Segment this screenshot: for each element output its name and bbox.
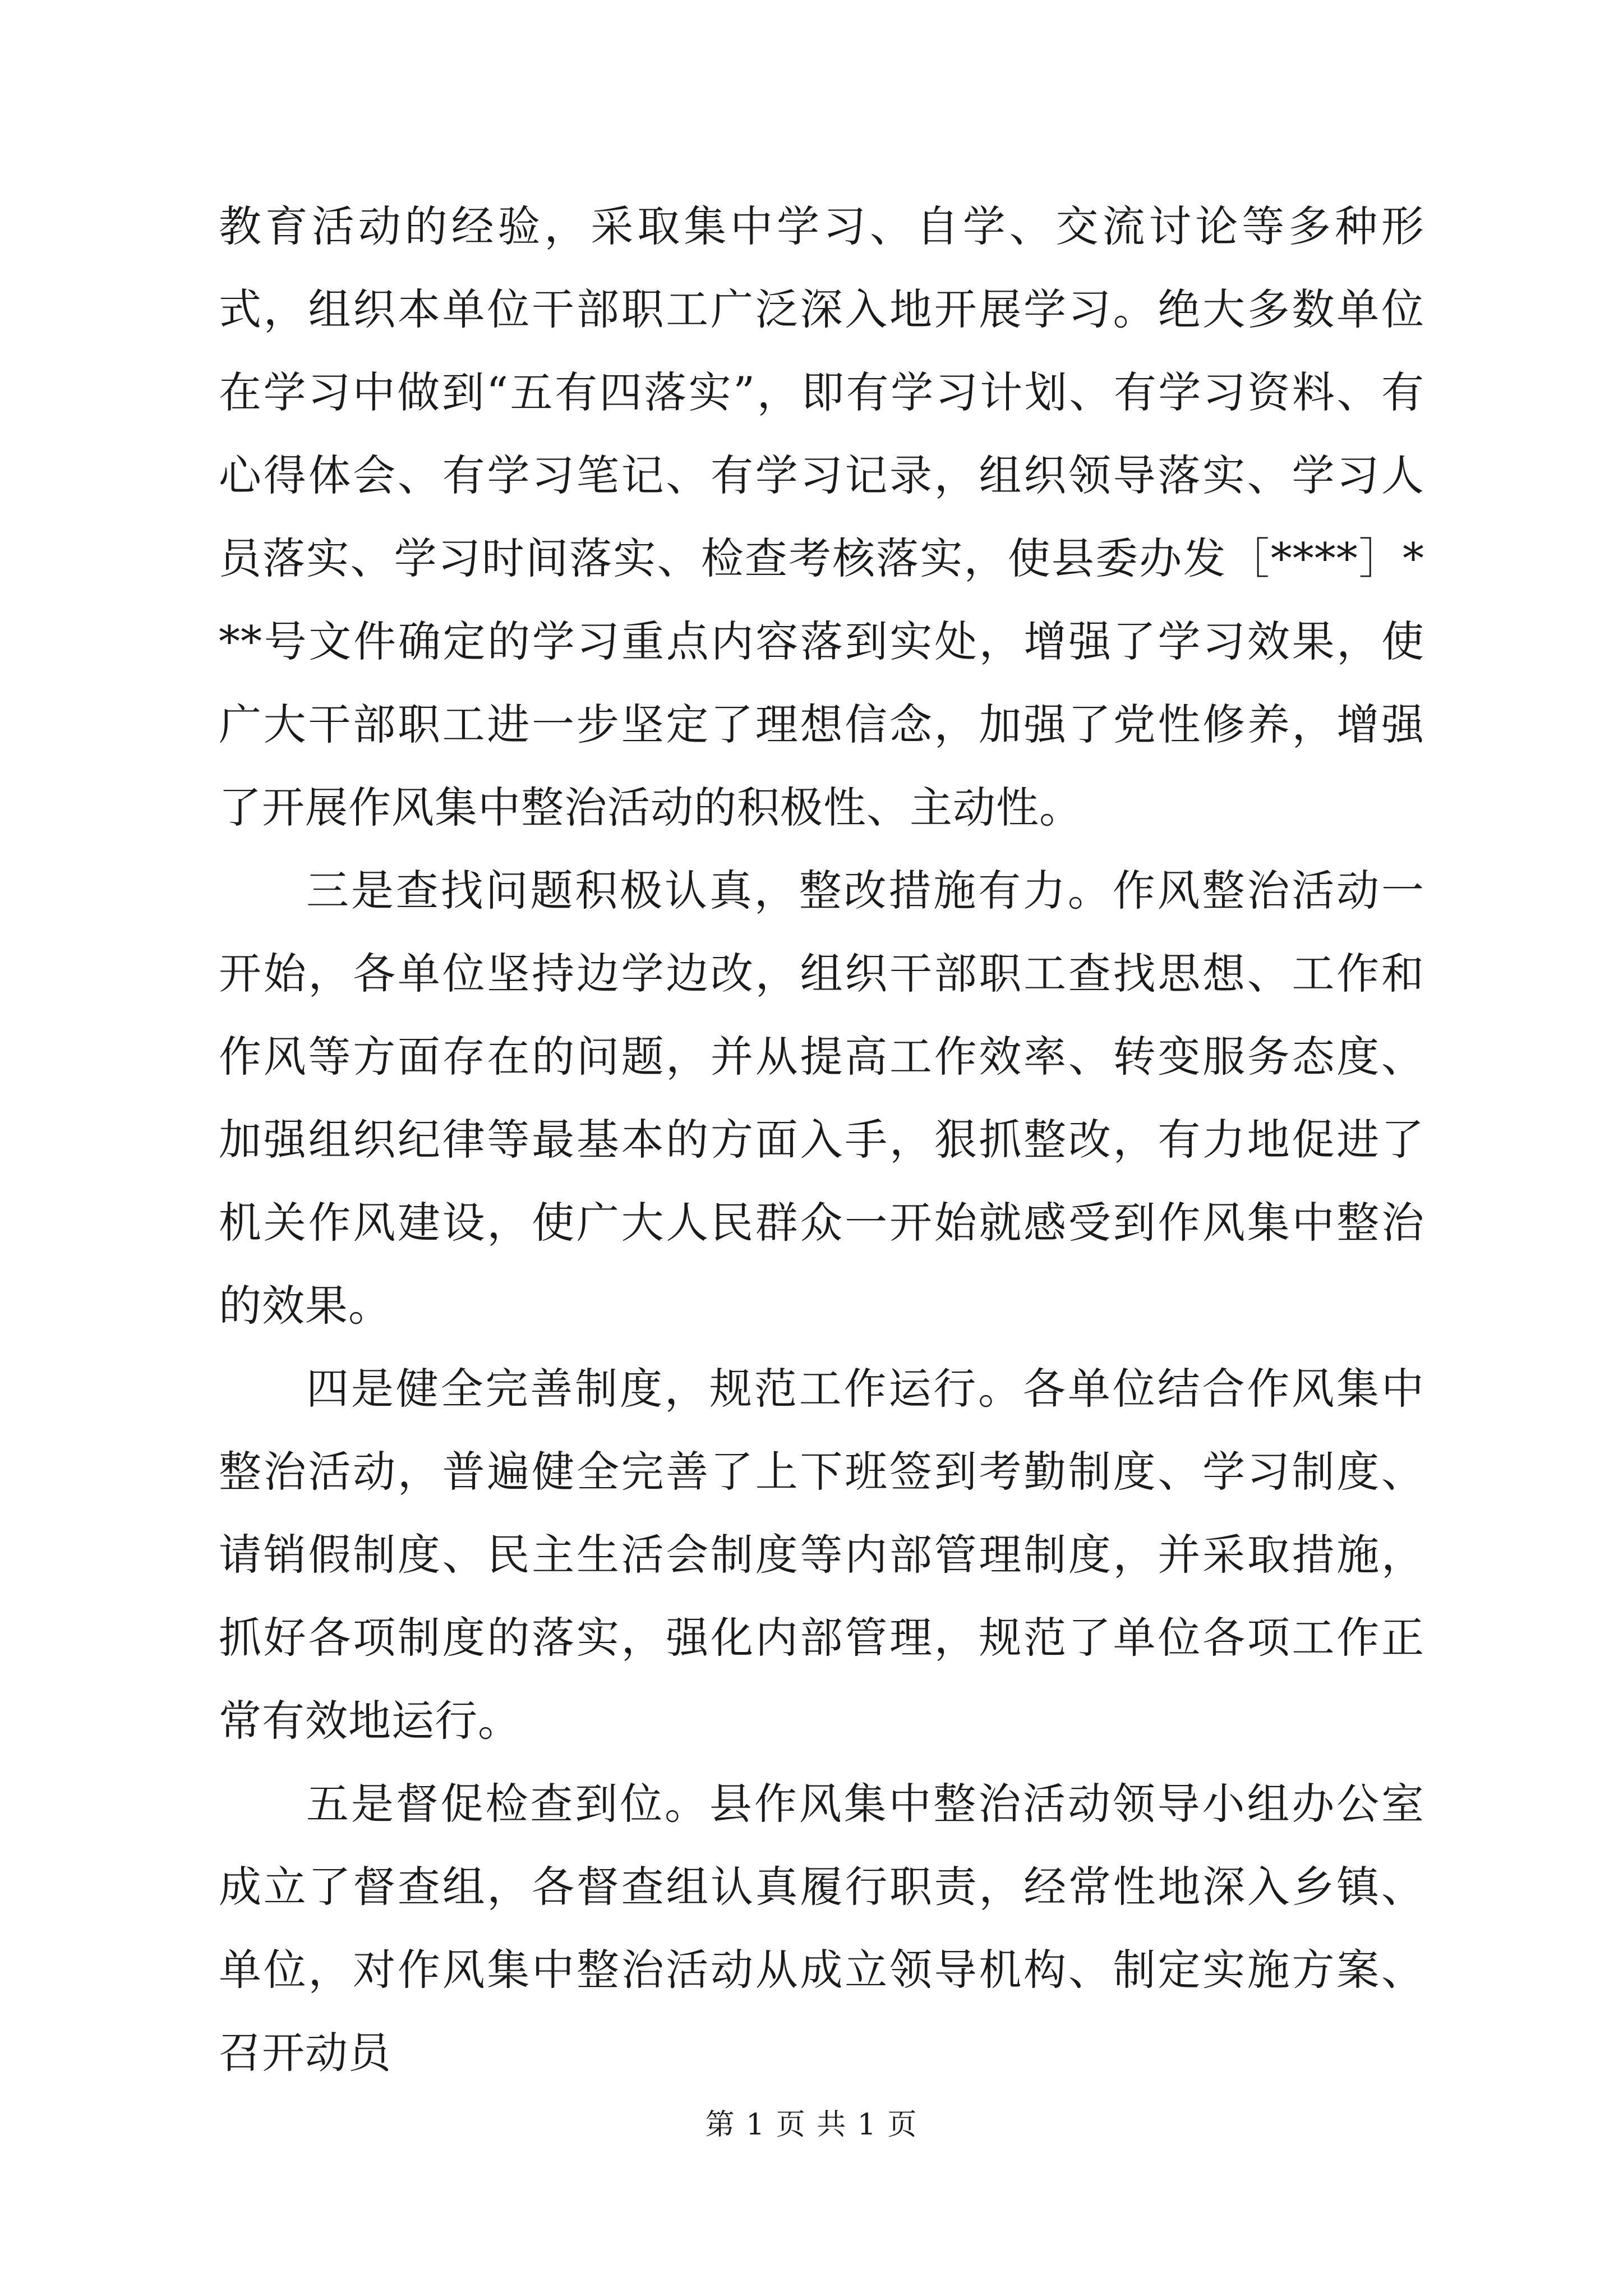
paragraph-4: 五是督促检查到位。县作风集中整治活动领导小组办公室成立了督查组，各督查组认真履行职责，经常性地深入乡镇、单位，对作风集中整治活动从成立领导机构、制定实施方案、召开动员 bbox=[219, 1779, 1424, 2078]
paragraph-3: 四是健全完善制度，规范工作运行。各单位结合作风集中整治活动，普遍健全完善了上下班签到考勤制度、学习制度、请销假制度、民主生活会制度等内部管理制度，并采取措施，抓好各项制度的落实，强化内部管理，规范了单位各项工作正常有效地运行。 bbox=[219, 1364, 1424, 1746]
page-footer: 第 1 页 共 1 页 bbox=[705, 2108, 918, 2142]
document-body bbox=[219, 185, 1424, 2095]
paragraph-2: 三是查找问题积极认真，整改措施有力。作风整治活动一开始，各单位坚持边学边改，组织干部职工查找思想、工作和作风等方面存在的问题，并从提高工作效率、转变服务态度、加强组织纪律等最基本的方面入手，狠抓整改，有力地促进了机关作风建设，使广大人民群众一开始就感受到作风集中整治的效果。 bbox=[219, 866, 1424, 1331]
paragraph-1: 教育活动的经验，采取集中学习、自学、交流讨论等多种形式，组织本单位干部职工广泛深入地开展学习。绝大多数单位在学习中做到“五有四落实”，即有学习计划、有学习资料、有心得体会、有学习笔记、有学习记录，组织领导落实、学习人员落实、学习时间落实、检查考核落实，使县委办发［****］***号文件确定的学习重点内容落到实处，增强了学习效果，使广大干部职工进一步坚定了理想信念，加强了党性修养，增强了开展作风集中整治活动的积极性、主动性。 bbox=[219, 201, 1424, 832]
